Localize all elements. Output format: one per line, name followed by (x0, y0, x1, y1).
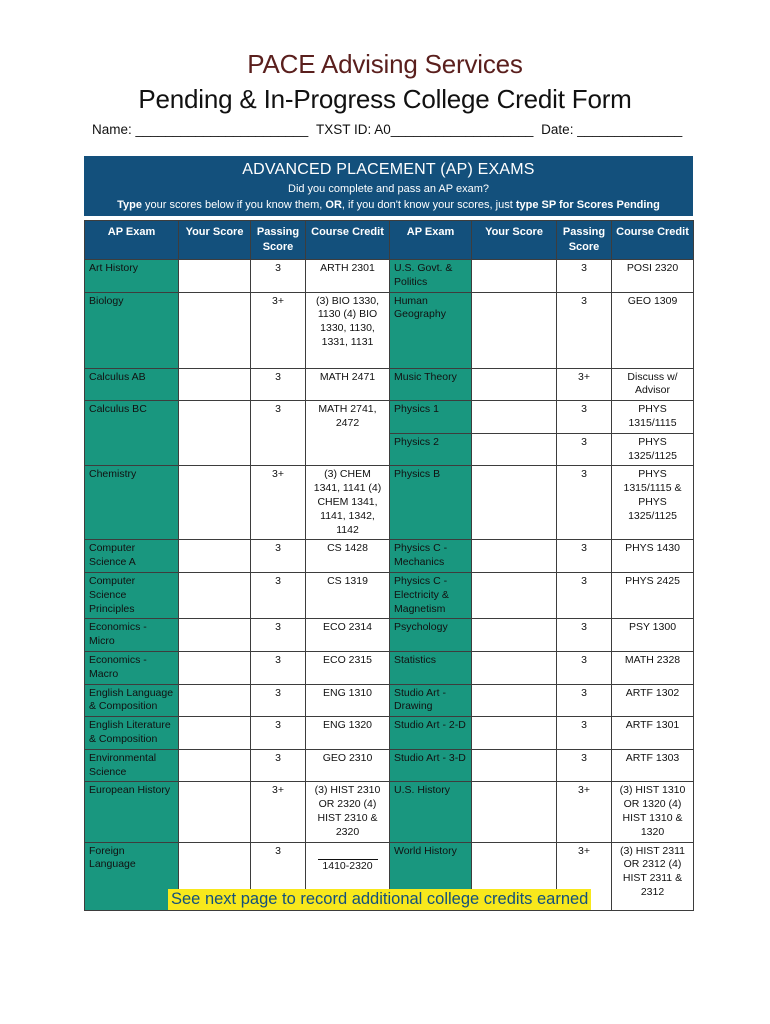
exam-name: Economics - Micro (85, 619, 179, 652)
passing-score: 3+ (251, 292, 306, 368)
passing-score: 3 (251, 717, 306, 750)
score-input[interactable] (472, 651, 557, 684)
score-input[interactable] (472, 684, 557, 717)
table-row (85, 684, 694, 717)
exam-name: Physics C - Electricity & Magnetism (390, 572, 472, 618)
col-header-ap-exam: AP Exam (85, 221, 179, 260)
exam-name: Studio Art - 3-D (390, 749, 472, 782)
course-credit: PHYS 1325/1125 (612, 433, 694, 466)
col-header-course-credit: Course Credit (612, 221, 694, 260)
passing-score: 3 (251, 651, 306, 684)
table-row (85, 782, 694, 842)
passing-score: 3 (557, 619, 612, 652)
course-credit: (3) HIST 2310 OR 2320 (4) HIST 2310 & 2320 (306, 782, 390, 842)
exam-name: Studio Art - 2-D (390, 717, 472, 750)
exam-name: Physics 1 (390, 401, 472, 434)
course-credit: ARTH 2301 (306, 260, 390, 293)
exam-name: Economics - Macro (85, 651, 179, 684)
passing-score: 3 (251, 842, 306, 910)
course-credit: (3) HIST 2311 OR 2312 (4) HIST 2311 & 2312 (612, 842, 694, 910)
course-credit: ENG 1320 (306, 717, 390, 750)
exam-name: Art History (85, 260, 179, 293)
passing-score: 3+ (557, 368, 612, 401)
passing-score: 3 (251, 684, 306, 717)
score-input[interactable] (179, 782, 251, 842)
score-input[interactable] (179, 540, 251, 573)
course-credit: ARTF 1301 (612, 717, 694, 750)
section-instructions: Type your scores below if you know them, OR, if you don't know your scores, just type SP for Scores Pending (117, 199, 660, 211)
table-row (85, 749, 694, 782)
score-input[interactable] (179, 401, 251, 466)
score-input[interactable] (472, 782, 557, 842)
course-credit: (3) HIST 1310 OR 1320 (4) HIST 1310 & 1320 (612, 782, 694, 842)
exam-name: Foreign Language (85, 842, 179, 910)
passing-score: 3 (557, 749, 612, 782)
passing-score: 3 (557, 401, 612, 434)
score-input[interactable] (179, 749, 251, 782)
exam-name: World History (390, 842, 472, 910)
table-row (85, 619, 694, 652)
course-credit: GEO 1309 (612, 292, 694, 368)
exam-name: U.S. History (390, 782, 472, 842)
txst-id-field[interactable]: TXST ID: A0___________________ (315, 122, 534, 137)
course-credit: PHYS 2425 (612, 572, 694, 618)
course-credit: ENG 1310 (306, 684, 390, 717)
col-header-your-score: Your Score (179, 221, 251, 260)
passing-score: 3 (557, 684, 612, 717)
exam-name: U.S. Govt. & Politics (390, 260, 472, 293)
course-credit: CS 1428 (306, 540, 390, 573)
passing-score: 3+ (251, 466, 306, 540)
name-field[interactable]: Name: _______________________ (92, 122, 309, 137)
score-input[interactable] (472, 619, 557, 652)
exam-name: English Literature & Composition (85, 717, 179, 750)
form-subtitle: Pending & In-Progress College Credit Form (138, 84, 632, 114)
score-input[interactable] (472, 717, 557, 750)
course-credit: (3) BIO 1330, 1130 (4) BIO 1330, 1130, 1331, 1131 (306, 292, 390, 368)
exam-name: Psychology (390, 619, 472, 652)
score-input[interactable] (179, 572, 251, 618)
form-title: PACE Advising Services (247, 49, 523, 79)
exam-name: Music Theory (390, 368, 472, 401)
exam-name: Calculus AB (85, 368, 179, 401)
course-credit: PHYS 1315/1115 & PHYS 1325/1125 (612, 466, 694, 540)
passing-score: 3 (251, 572, 306, 618)
score-input[interactable] (179, 619, 251, 652)
course-credit: PHYS 1315/1115 (612, 401, 694, 434)
course-credit: ECO 2314 (306, 619, 390, 652)
passing-score: 3 (557, 466, 612, 540)
exam-name: Environmental Science (85, 749, 179, 782)
exam-name: Statistics (390, 651, 472, 684)
date-field[interactable]: Date: ______________ (541, 122, 683, 137)
score-input[interactable] (179, 717, 251, 750)
table-header-row (85, 221, 694, 260)
passing-score: 3 (251, 619, 306, 652)
score-input[interactable] (472, 540, 557, 573)
score-input[interactable] (179, 260, 251, 293)
exam-name: Physics C - Mechanics (390, 540, 472, 573)
exam-name: Computer Science A (85, 540, 179, 573)
table-row (85, 292, 694, 368)
exam-name: Calculus BC (85, 401, 179, 466)
exam-name: Computer Science Principles (85, 572, 179, 618)
table-row (85, 401, 694, 434)
passing-score: 3 (557, 651, 612, 684)
score-input[interactable] (472, 572, 557, 618)
table-row (85, 651, 694, 684)
col-header-passing-score: Passing Score (557, 221, 612, 260)
exam-name: Human Geography (390, 292, 472, 368)
score-input[interactable] (472, 466, 557, 540)
course-credit: Discuss w/ Advisor (612, 368, 694, 401)
passing-score: 3 (557, 572, 612, 618)
passing-score: 3 (251, 260, 306, 293)
score-input[interactable] (179, 292, 251, 368)
section-question: Did you complete and pass an AP exam? (288, 183, 489, 195)
score-input[interactable] (472, 368, 557, 401)
passing-score: 3 (251, 749, 306, 782)
passing-score: 3 (557, 260, 612, 293)
passing-score: 3 (251, 401, 306, 466)
table-row (85, 260, 694, 293)
passing-score: 3 (557, 433, 612, 466)
score-input[interactable] (179, 684, 251, 717)
ap-section-header (84, 156, 693, 216)
passing-score: 3 (251, 540, 306, 573)
table-row (85, 540, 694, 573)
course-credit: MATH 2741, 2472 (306, 401, 390, 466)
score-input[interactable] (179, 651, 251, 684)
course-credit: MATH 2471 (306, 368, 390, 401)
exam-name: Physics B (390, 466, 472, 540)
course-credit: MATH 2328 (612, 651, 694, 684)
score-input[interactable] (472, 401, 557, 434)
col-header-ap-exam: AP Exam (390, 221, 472, 260)
student-info-line (92, 122, 682, 137)
course-credit: GEO 2310 (306, 749, 390, 782)
score-input[interactable] (472, 292, 557, 368)
passing-score: 3 (557, 540, 612, 573)
score-input[interactable] (472, 749, 557, 782)
course-credit: ARTF 1303 (612, 749, 694, 782)
exam-name: European History (85, 782, 179, 842)
exam-name: Studio Art - Drawing (390, 684, 472, 717)
col-header-passing-score: Passing Score (251, 221, 306, 260)
table-row (85, 572, 694, 618)
course-credit: (3) CHEM 1341, 1141 (4) CHEM 1341, 1141, 1342, 1142 (306, 466, 390, 540)
passing-score: 3 (251, 368, 306, 401)
exam-name: Physics 2 (390, 433, 472, 466)
score-input[interactable] (179, 368, 251, 401)
passing-score: 3+ (557, 842, 612, 910)
passing-score: 3+ (251, 782, 306, 842)
passing-score: 3+ (557, 782, 612, 842)
score-input[interactable] (472, 433, 557, 466)
course-credit: ECO 2315 (306, 651, 390, 684)
table-row (85, 466, 694, 540)
exam-name: Chemistry (85, 466, 179, 540)
course-credit: ARTF 1302 (612, 684, 694, 717)
passing-score: 3 (557, 292, 612, 368)
course-credit: PHYS 1430 (612, 540, 694, 573)
exam-name: Biology (85, 292, 179, 368)
section-heading: ADVANCED PLACEMENT (AP) EXAMS (242, 161, 535, 178)
score-input[interactable] (472, 260, 557, 293)
table-row (85, 717, 694, 750)
course-credit: POSI 2320 (612, 260, 694, 293)
table-row (85, 368, 694, 401)
passing-score: 3 (557, 717, 612, 750)
course-credit: PSY 1300 (612, 619, 694, 652)
next-page-note: See next page to record additional college credits earned (168, 889, 591, 910)
course-credit: CS 1319 (306, 572, 390, 618)
col-header-course-credit: Course Credit (306, 221, 390, 260)
exam-name: English Language & Composition (85, 684, 179, 717)
ap-exams-table (84, 220, 694, 911)
score-input[interactable] (179, 466, 251, 540)
col-header-your-score: Your Score (472, 221, 557, 260)
course-credit: 1410-2320 (306, 842, 390, 910)
